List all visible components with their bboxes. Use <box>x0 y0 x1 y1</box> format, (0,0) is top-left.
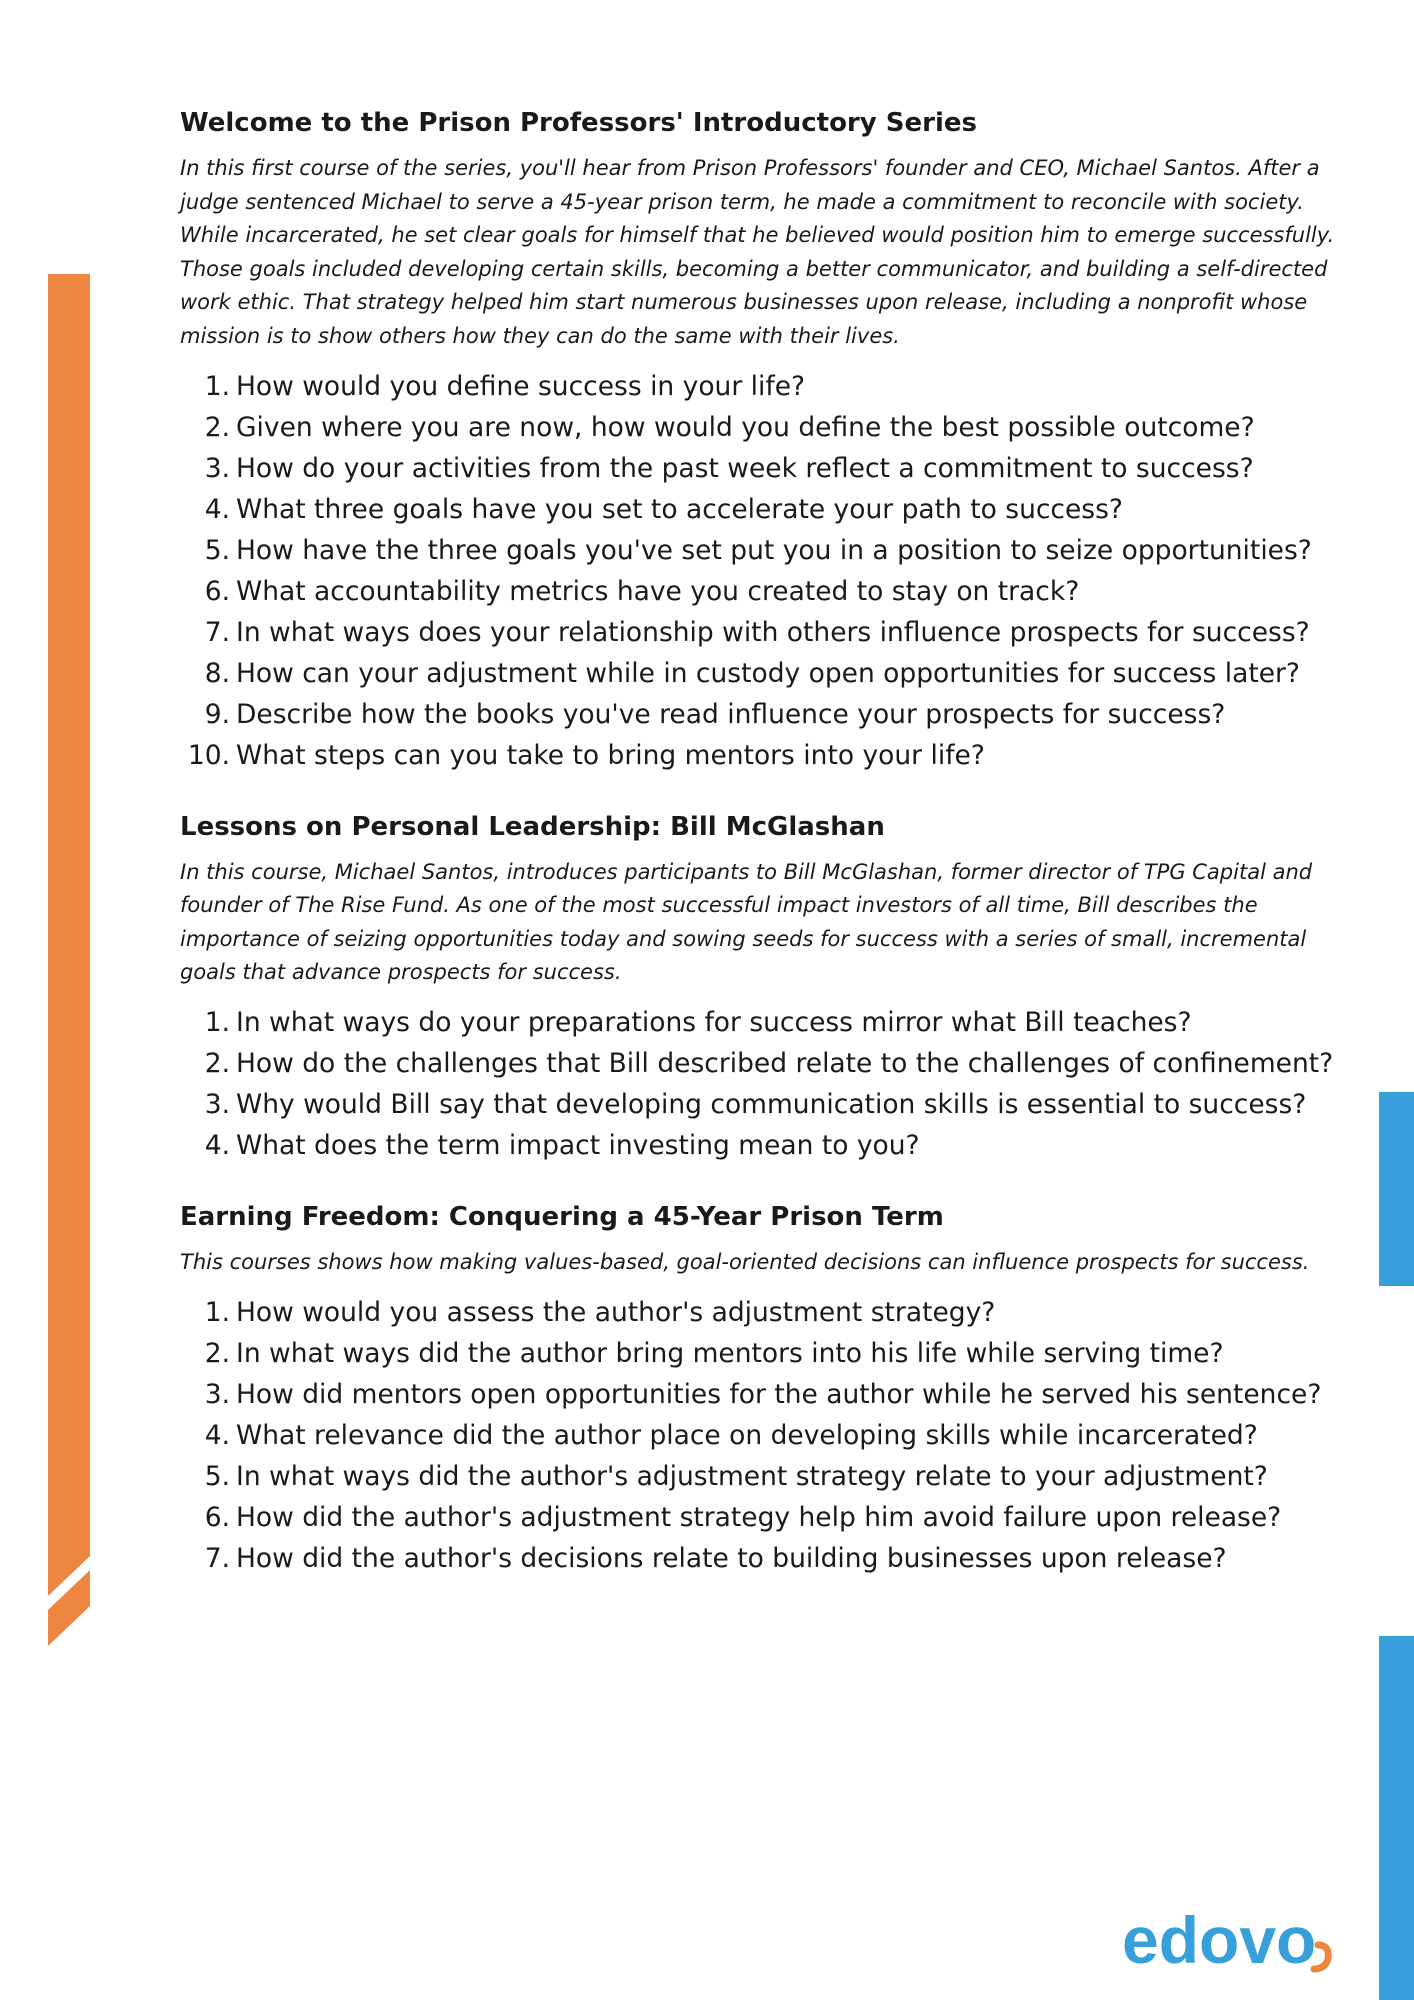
question-text: What three goals have you set to accelerate your path to success? <box>236 493 1123 525</box>
question-text: How did mentors open opportunities for the author while he served his sentence? <box>236 1378 1322 1410</box>
question-item <box>180 1292 1340 1333</box>
question-item <box>180 612 1340 653</box>
question-list <box>180 1002 1340 1166</box>
question-item <box>180 448 1340 489</box>
question-number: 4. <box>204 1419 230 1451</box>
question-number: 2. <box>204 1047 230 1079</box>
question-number: 6. <box>204 575 230 607</box>
question-number: 8. <box>204 657 230 689</box>
course-section-leadership <box>180 804 1340 1166</box>
question-text: How did the author's decisions relate to building businesses upon release? <box>236 1542 1227 1574</box>
question-item <box>180 735 1340 776</box>
question-list <box>180 366 1340 776</box>
course-section-earning-freedom <box>180 1194 1340 1579</box>
question-number: 3. <box>204 452 230 484</box>
question-text: How do your activities from the past week reflect a commitment to success? <box>236 452 1254 484</box>
question-item <box>180 366 1340 407</box>
question-item <box>180 694 1340 735</box>
question-number: 2. <box>204 1337 230 1369</box>
question-item <box>180 489 1340 530</box>
question-item <box>180 571 1340 612</box>
question-text: What steps can you take to bring mentors into your life? <box>236 739 985 771</box>
question-text: Describe how the books you've read influence your prospects for success? <box>236 698 1226 730</box>
edovo-logo <box>1122 1905 1342 1975</box>
question-item <box>180 1084 1340 1125</box>
question-text: What accountability metrics have you created to stay on track? <box>236 575 1080 607</box>
question-item <box>180 530 1340 571</box>
question-number: 5. <box>204 1460 230 1492</box>
question-number: 2. <box>204 411 230 443</box>
blue-decorative-bar-top <box>1379 1092 1414 1286</box>
section-description: In this first course of the series, you'll hear from Prison Professors' founder and CEO, Michael Santos. After a judge sentenced Michael to serve a 45-year prison term, he made a commitment to reconcile with society. While incarcerated, he set clear goals for himself that he believed would position him to emerge successfully. Those goals included developing certain skills, becoming a better communicator, and building a self-directed work ethic. That strategy helped him start numerous businesses upon release, including a nonprofit whose mission is to show others how they can do the same with their lives. <box>180 156 1335 348</box>
question-item <box>180 1333 1340 1374</box>
orange-decorative-stripe <box>48 0 90 2000</box>
question-text: Why would Bill say that developing communication skills is essential to success? <box>236 1088 1307 1120</box>
question-text: How have the three goals you've set put you in a position to seize opportunities? <box>236 534 1312 566</box>
question-item <box>180 1497 1340 1538</box>
section-description: This courses shows how making values-based, goal-oriented decisions can influence prospects for success. <box>180 1249 1310 1274</box>
question-number: 10. <box>187 739 230 771</box>
question-item <box>180 407 1340 448</box>
question-text: In what ways did the author's adjustment strategy relate to your adjustment? <box>236 1460 1268 1492</box>
section-title: Earning Freedom: Conquering a 45-Year Prison Term <box>180 1201 944 1232</box>
question-number: 3. <box>204 1088 230 1120</box>
question-text: In what ways do your preparations for success mirror what Bill teaches? <box>236 1006 1192 1038</box>
question-text: How did the author's adjustment strategy help him avoid failure upon release? <box>236 1501 1282 1533</box>
question-item <box>180 1538 1340 1579</box>
question-text: What relevance did the author place on developing skills while incarcerated? <box>236 1419 1258 1451</box>
question-number: 7. <box>204 616 230 648</box>
question-number: 9. <box>204 698 230 730</box>
question-text: How would you assess the author's adjustment strategy? <box>236 1296 996 1328</box>
question-item <box>180 1002 1340 1043</box>
question-number: 4. <box>204 493 230 525</box>
question-text: What does the term impact investing mean to you? <box>236 1129 920 1161</box>
blue-decorative-bar-bottom <box>1379 1636 1414 2000</box>
question-item <box>180 1125 1340 1166</box>
section-description: In this course, Michael Santos, introduces participants to Bill McGlashan, former director of TPG Capital and founder of The Rise Fund. As one of the most successful impact investors of all time, Bill describes the importance of seizing opportunities today and sowing seeds for success with a series of small, incremental goals that advance prospects for success. <box>180 859 1313 985</box>
section-title: Lessons on Personal Leadership: Bill McGlashan <box>180 811 885 842</box>
question-number: 1. <box>204 1006 230 1038</box>
question-text: In what ways does your relationship with others influence prospects for success? <box>236 616 1310 648</box>
question-number: 1. <box>204 370 230 402</box>
section-title: Welcome to the Prison Professors' Introductory Series <box>180 108 977 138</box>
question-text: Given where you are now, how would you define the best possible outcome? <box>236 411 1255 443</box>
document-body <box>180 100 1340 1579</box>
logo-wordmark: edovo <box>1122 1905 1317 1975</box>
question-number: 6. <box>204 1501 230 1533</box>
question-number: 7. <box>204 1542 230 1574</box>
question-number: 5. <box>204 534 230 566</box>
question-text: In what ways did the author bring mentors into his life while serving time? <box>236 1337 1224 1369</box>
question-item <box>180 1043 1340 1084</box>
question-item <box>180 1374 1340 1415</box>
question-item <box>180 653 1340 694</box>
course-section-intro <box>180 100 1340 776</box>
question-text: How would you define success in your life? <box>236 370 806 402</box>
question-number: 1. <box>204 1296 230 1328</box>
question-text: How can your adjustment while in custody open opportunities for success later? <box>236 657 1300 689</box>
question-text: How do the challenges that Bill described relate to the challenges of confinement? <box>236 1047 1334 1079</box>
question-item <box>180 1415 1340 1456</box>
question-number: 4. <box>204 1129 230 1161</box>
question-list <box>180 1292 1340 1579</box>
question-item <box>180 1456 1340 1497</box>
question-number: 3. <box>204 1378 230 1410</box>
